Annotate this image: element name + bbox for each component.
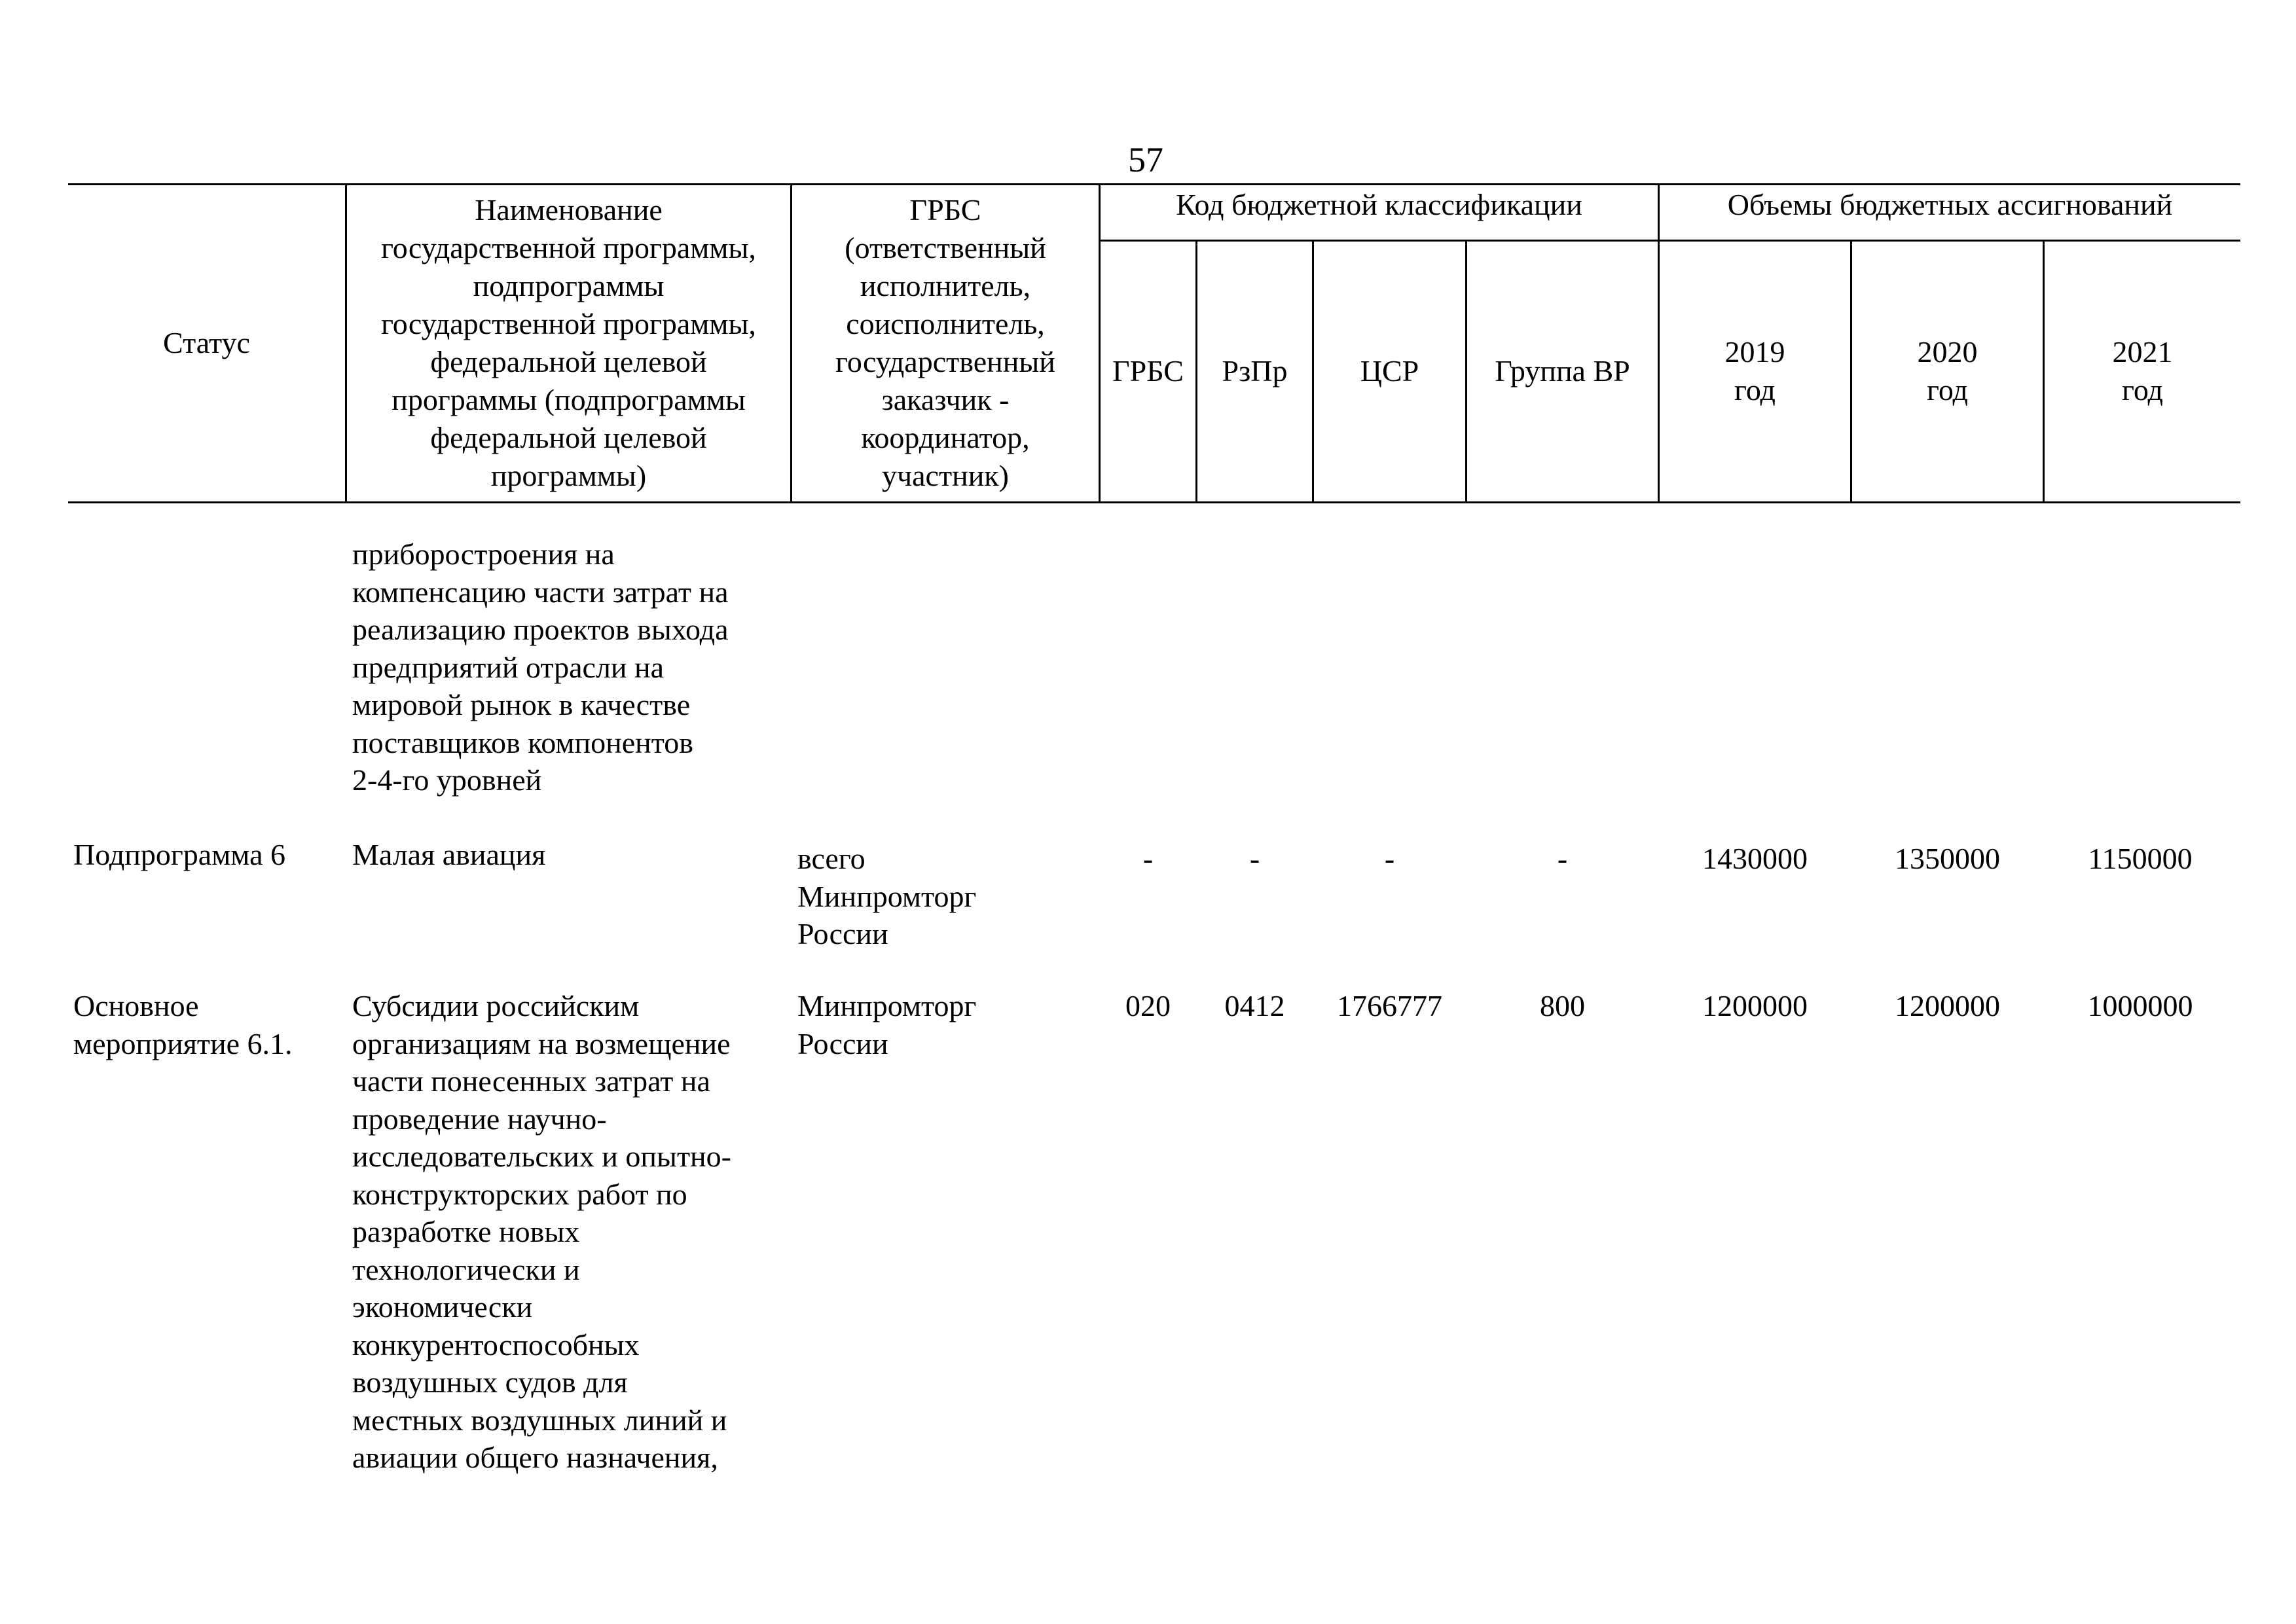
row-2021: 1150000 xyxy=(2088,842,2193,875)
header-csr: ЦСР xyxy=(1360,354,1419,388)
header-year-2019: 2019 год xyxy=(1724,335,1785,406)
row-status: Подпрограмма 6 xyxy=(73,838,286,871)
header-year-2021: 2021 год xyxy=(2112,335,2173,406)
header-bottom-rule xyxy=(68,501,2240,503)
row-rzpr: - xyxy=(1249,842,1260,875)
row-rzpr: 0412 xyxy=(1224,989,1285,1022)
row-name: приборостроения на компенсацию части затрат на реализацию проектов выхода предприятий отрасли на мировой рынок в качестве поставщиков компонентов 2-4-го уровней xyxy=(352,537,729,797)
header-grbs-role: ГРБС (ответственный исполнитель, соисполнитель, государственный заказчик - координатор, участник) xyxy=(835,193,1055,492)
row-2019: 1200000 xyxy=(1702,989,1808,1022)
header-grbs: ГРБС xyxy=(1112,354,1184,388)
row-grbs-role: Минпромторг России xyxy=(797,989,977,1060)
row-status: Основное мероприятие 6.1. xyxy=(73,989,293,1060)
row-csr: 1766777 xyxy=(1337,989,1442,1022)
header-program-name: Наименование государственной программы, подпрограммы государственной программы, федеральной целевой программы (подпрограммы федеральной целевой программы) xyxy=(381,193,756,492)
row-2019: 1430000 xyxy=(1702,842,1808,875)
header-status: Статус xyxy=(163,326,250,359)
header-budget-code: Код бюджетной классификации xyxy=(1176,188,1582,221)
header-top-rule xyxy=(68,183,2240,185)
row-group-vr: - xyxy=(1557,842,1568,875)
row-csr: - xyxy=(1384,842,1395,875)
header-group-vr: Группа ВР xyxy=(1495,354,1630,388)
row-2021: 1000000 xyxy=(2087,989,2193,1022)
row-group-vr: 800 xyxy=(1540,989,1585,1022)
header-sub-rule xyxy=(1100,240,2240,242)
row-name: Малая авиация xyxy=(352,838,546,871)
row-2020: 1200000 xyxy=(1895,989,2000,1022)
row-grbs-role: всего Минпромторг России xyxy=(797,842,977,950)
row-grbs: - xyxy=(1142,842,1154,875)
header-allocations: Объемы бюджетных ассигнований xyxy=(1727,188,2173,221)
row-grbs: 020 xyxy=(1125,989,1171,1022)
page-number: 57 xyxy=(1128,140,1163,179)
row-2020: 1350000 xyxy=(1895,842,2000,875)
header-year-2020: 2020 год xyxy=(1917,335,1978,406)
header-rzpr: РзПр xyxy=(1222,354,1288,388)
row-name: Субсидии российским организациям на возмещение части понесенных затрат на проведение научно- исследовательских и опытно- конструкторских работ по разработке новых технологически и экономически конкурентоспособных воздушных судов для местных воздушных линий и авиации общего назначения, xyxy=(352,989,731,1474)
